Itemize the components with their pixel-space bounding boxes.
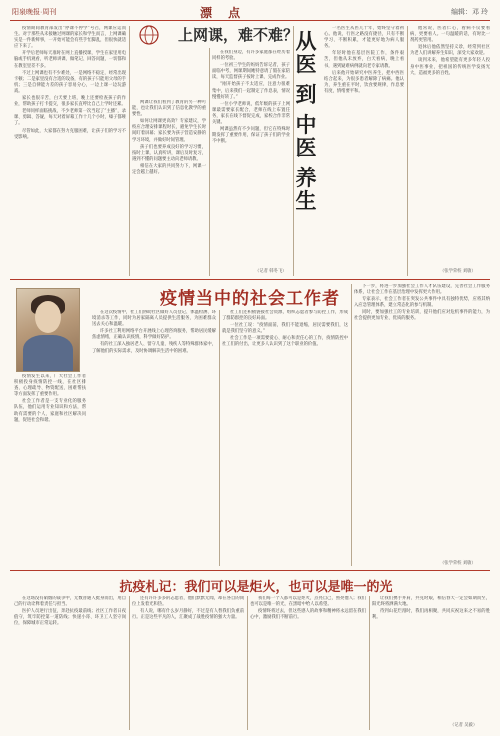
paragraph: 年轻时他在基层医院工作，条件艰苦，但他从未放弃，白天看病，晚上看书，遇到疑难病例就向老专家请教。 <box>324 51 404 69</box>
paragraph: 待到山花烂漫时，我们再相聚，共同庆祝这来之不易的胜利。 <box>372 609 490 621</box>
paragraph: 社会工作是一项需要爱心、耐心和责任心的工作，疫情防控中社工们的付出，让更多人认识到了这个职业的价值。 <box>222 336 348 348</box>
paragraph: 疫情发生以来，广大社会工作者积极投身疫情防控一线，在社区排查、心理疏导、物资配送、困难帮扶等方面发挥了重要作用。 <box>14 374 86 398</box>
article3-column-1 <box>14 596 126 730</box>
article3-column-3 <box>250 596 366 730</box>
column-divider <box>351 284 352 566</box>
article2-title: 疫情当中的社会工作者 <box>160 289 340 308</box>
paragraph: 老师同样面临挑战，不少老师第一次当起了“主播”，录课、剪辑、答疑，每天对着屏幕工作十几个小时，嗓子都哑了。 <box>14 109 126 127</box>
paragraph: 一位初三学生的妈妈告诉记者，孩子面临中考，网课期间她特意请了假在家陪读，每天监督孩子按时上课、完成作业。 <box>212 63 290 81</box>
paragraph: 同时，要加强社工的专业培训，提升他们应对危机事件的能力，为社会提供更加专业、优质的服务。 <box>354 310 490 322</box>
paragraph: 相信在大家的共同努力下，网课一定会越上越好。 <box>132 163 206 176</box>
paragraph: 一名医生从医几十年，始终坚守着初心。他说，行医之路没有捷径，只有不断学习、不断积累，才能更好地为病人服务。 <box>324 26 404 50</box>
article3-title: 抗疫札记：我们可以是炬火，也可以是唯一的光 <box>119 579 393 594</box>
paragraph: 一位社工说：“疫情面前，我们不能退缩，居民需要我们，这就是我们坚守的意义。” <box>222 323 348 335</box>
paragraph: 有人说，哪有什么岁月静好，不过是有人替我们负重前行。正是这些平凡的人，汇聚成了战胜疫情的强大力量。 <box>132 609 244 621</box>
column-divider <box>369 596 370 730</box>
article1-middle-column <box>132 100 206 276</box>
column-divider <box>209 48 210 276</box>
column-divider <box>129 26 130 276</box>
paragraph: 社工们还积极链接社会资源，组织志愿者参与防控工作，形成了群防群控的良好局面。 <box>222 310 348 322</box>
paragraph: 我们每一个人都可以是炬火，点亮自己，照亮他人；我们也可以是唯一的光，在黑暗中给人以希望。 <box>250 596 366 608</box>
article2-signature: （张学荣校 刘敏） <box>440 561 476 566</box>
paragraph: 网课让我们看到了教育的另一种可能，也让我们认识到了信息化教学的重要性。 <box>132 100 206 118</box>
paragraph: 一位小学老师说，低年级的孩子上网课最需要家长配合，老师在线上布置任务，家长在线下督促完成，家校合作非常关键。 <box>212 101 290 126</box>
paragraph: 疫情期间教育部发出“停课不停学”号召，网课应运而生。对于那些从未接触过网课的家长和学生而言，上网课确实是一件新鲜事，一开始可能会有些手忙脚乱，但很快就适应下来了。 <box>14 26 126 50</box>
paragraph: 有的社工深入独居老人、留守儿童、残疾人等特殊群体家中，了解他们的实际需求，及时协调解决生活中的困难。 <box>92 342 216 354</box>
paragraph: 尽管如此，大家都在努力克服困难，让孩子们的学习不受影响。 <box>14 128 126 140</box>
paragraph: 让我们携手并肩，共克时艰，相信春天一定会如期而至，阳光终将洒满大地。 <box>372 596 490 608</box>
paragraph: 后来他开始研究中医养生，把中西医结合起来，为很多患者解除了病痛。他认为，养生重在平时，饮食要规律，作息要有度，情绪要平和。 <box>324 70 404 94</box>
paragraph: 疫情终将过去，但这些感人的故事和精神将永远留在我们心中，激励我们不断前行。 <box>250 609 366 621</box>
article2-column-3 <box>222 310 348 566</box>
vertical-article-column-1 <box>324 26 404 274</box>
paragraph: 孩子们也要养成良好的学习习惯，按时上课，认真听讲，课后及时复习，遇到不懂的问题要主动向老师请教。 <box>132 144 206 162</box>
section-title: 漂 点 <box>200 6 247 20</box>
paragraph: “刚开始孩子不太适应，注意力很难集中，后来我们一起制定了作息表，情况慢慢好转了。” <box>212 82 290 100</box>
section-divider <box>10 570 490 571</box>
paragraph: 家长也很辛苦，白天要上班，晚上还要检查孩子的作业，帮助孩子打卡提交，很多家长直呼比自己上学时还累。 <box>14 96 126 108</box>
article1-signature: （记者 韩冬飞） <box>255 269 287 274</box>
article1-left-column <box>14 26 126 276</box>
article2-column-4 <box>354 284 490 558</box>
paragraph: 开学后老师每天准时在网上直播授课，学生在家里用电脑或手机观看，听老师讲课、做笔记、回答问题，一切都和在教室里差不多。 <box>14 51 126 69</box>
paragraph: 医护人员逆行出征，奔赴抗疫最前线；社区工作者日夜值守，筑牢防控第一道防线；快递小哥、环卫工人坚守岗位，保障城市正常运转。 <box>14 609 126 627</box>
article2-column-1 <box>14 374 86 566</box>
paper-name: 阳泉晚报·周刊 <box>12 9 57 16</box>
article1-title: 上网课，难不难？ <box>178 28 299 44</box>
paragraph: 不过上网课也有不少难处，一是网络不稳定，经常出现卡顿；二是家里没有合适的设备，有的孩子只能用父母的手机；三是自律能力差的孩子容易分心，一边上课一边玩游戏。 <box>14 70 126 94</box>
paragraph: 如何让网课更高效？专家建议，学校应合理安排课程时长，避免学生长时间盯着屏幕；家长要为孩子营造安静的学习环境，并做好时间管理。 <box>132 119 206 143</box>
network-icon <box>135 24 163 46</box>
paragraph: 还有许许多多的志愿者，他们默默无闻，却在各自的岗位上发着光和热。 <box>132 596 244 608</box>
paragraph: 社会工作者是一支专业化的服务队伍，他们运用专业知识和方法，帮助有需要的个人、家庭和社区解决问题，促进社会和谐。 <box>14 399 86 423</box>
portrait-photo <box>16 288 80 372</box>
paragraph: 专家表示，社会工作者在突发公共事件中具有独特优势，应将其纳入应急管理体系，建立常态化的参与机制。 <box>354 297 490 309</box>
vertical-article-title: 从医 到 中医 养生 <box>293 30 317 213</box>
paragraph: 他常说，医者仁心，看病不仅要看病，更要看人。一句温暖的话，有时比一剂药更管用。 <box>410 26 490 44</box>
column-divider <box>129 596 130 730</box>
paragraph: 在我们身边，有许多家庭都在经历着同样的考验。 <box>212 50 290 62</box>
paragraph: 网课虽然有不少问题，但它在特殊时期发挥了重要作用，保证了孩子们的学业不中断。 <box>212 127 290 145</box>
article3-column-2 <box>132 596 244 730</box>
paragraph: 谈到未来，他希望能有更多年轻人投身中医事业，把祖国的传统医学发扬光大，造福更多的百姓。 <box>410 58 490 76</box>
article1-right-column <box>212 50 290 266</box>
section-divider <box>10 279 490 280</box>
column-divider <box>247 596 248 730</box>
column-divider <box>219 310 220 566</box>
paragraph: 退休后他依然坚持义诊，经常到社区为老人们讲解养生知识，深受大家欢迎。 <box>410 45 490 57</box>
vertical-article-column-2 <box>410 26 490 266</box>
paragraph: 下一步，将进一步加强社会工作人才队伍建设，完善社会工作服务体系，让社会工作在基层治理中发挥更大作用。 <box>354 284 490 296</box>
editor-credit: 编辑：邓 玲 <box>451 9 488 16</box>
article3-signature: （记者 吴毅） <box>450 723 478 728</box>
article3-column-4 <box>372 596 490 722</box>
article2-column-2 <box>92 310 216 566</box>
page-header <box>10 4 490 21</box>
paragraph: 在这场没有硝烟的战争中，无数普通人挺身而出，用自己的行动诠释着责任与担当。 <box>14 596 126 608</box>
vertical-article-signature: （张学荣校 刘敏） <box>440 269 476 274</box>
paragraph: 许多社工利用网络平台开展线上心理咨询服务，帮助居民缓解焦虑情绪，正确认识疫情，科学做好防护。 <box>92 329 216 341</box>
paragraph: 在这次疫情中，社工们协助社区做好人员登记、体温检测、环境消杀等工作，同时为居家隔离人员提供生活服务，为困难群众送去关心和温暖。 <box>92 310 216 328</box>
column-divider <box>407 26 408 276</box>
